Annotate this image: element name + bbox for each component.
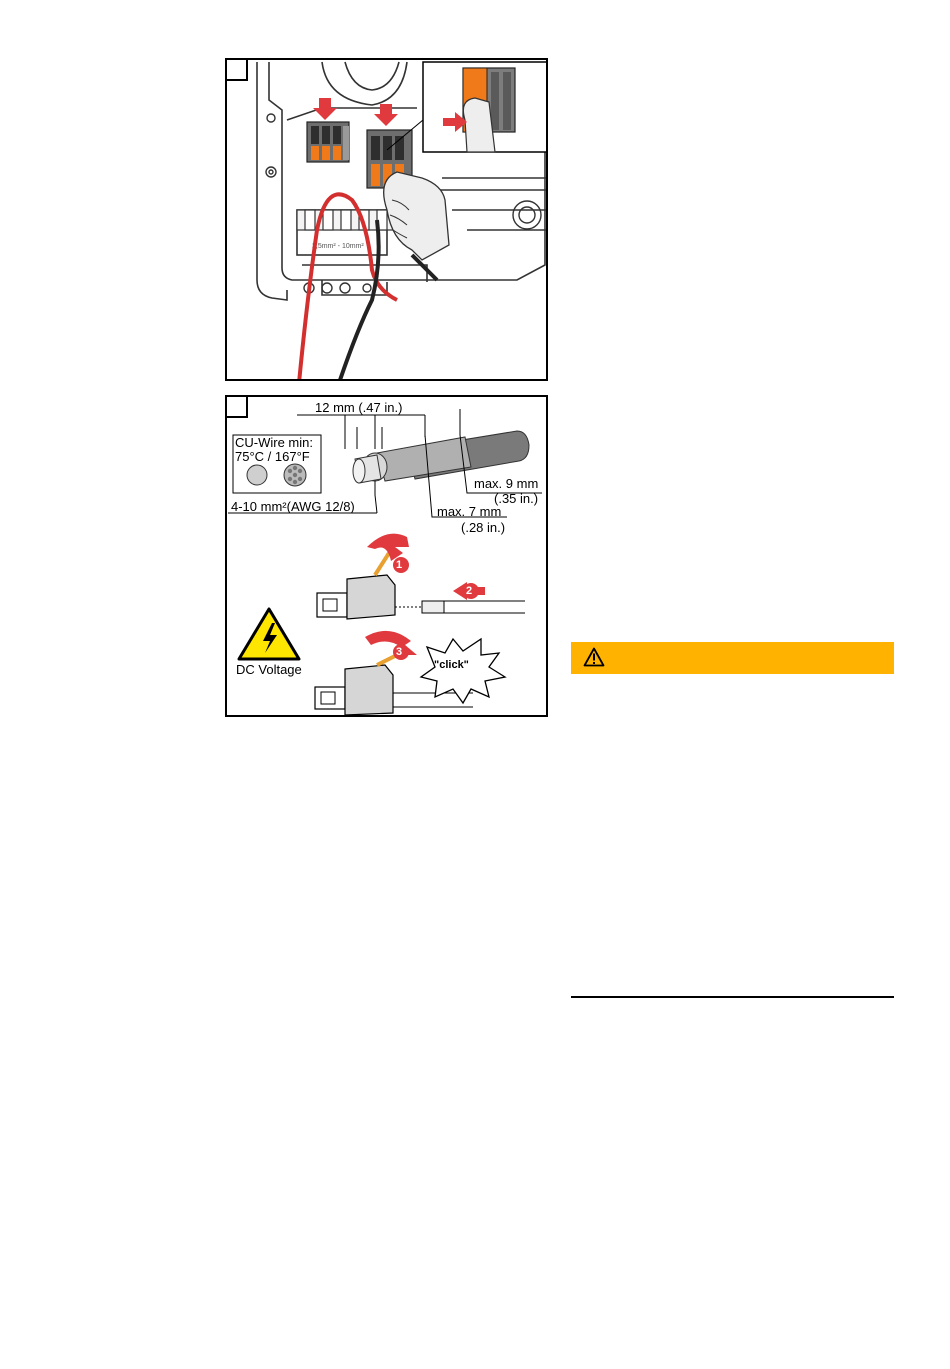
curved-arrow-icon	[365, 631, 417, 660]
step-number-2: 2	[466, 585, 473, 597]
wire-spec-line1: CU-Wire min:	[235, 435, 313, 450]
step-number-3: 3	[396, 646, 403, 658]
connector-insertion-illustration	[227, 60, 548, 381]
cross-section-label: 4-10 mm²(AWG 12/8)	[231, 499, 355, 514]
figure-wire-preparation	[225, 395, 548, 717]
caution-bar	[571, 642, 894, 674]
detail-inset	[423, 62, 548, 152]
click-label: "click"	[434, 659, 469, 671]
connector-left	[307, 122, 349, 162]
wire-spec-line2: 75°C / 167°F	[235, 449, 310, 464]
figure-connector-insertion	[225, 58, 548, 381]
max-7mm-label: max. 7 mm	[437, 504, 502, 519]
section-divider	[571, 996, 894, 998]
max-7mm-inch-label: (.28 in.)	[461, 520, 506, 535]
max-9mm-inch-label: (.35 in.)	[494, 491, 539, 506]
high-voltage-warning-icon	[239, 609, 299, 659]
dc-voltage-label: DC Voltage	[236, 662, 302, 677]
down-arrow-icon	[313, 98, 337, 120]
strip-length-label: 12 mm (.47 in.)	[315, 400, 403, 415]
max-9mm-label: max. 9 mm	[474, 476, 539, 491]
stranded-wire-icon	[284, 464, 306, 486]
push-in-connector	[317, 553, 525, 619]
solid-wire-icon	[247, 465, 267, 485]
step-number-1: 1	[396, 559, 403, 571]
warning-triangle-icon	[583, 647, 605, 667]
terminal-scale-text: 2,5mm² - 10mm²	[312, 243, 364, 250]
